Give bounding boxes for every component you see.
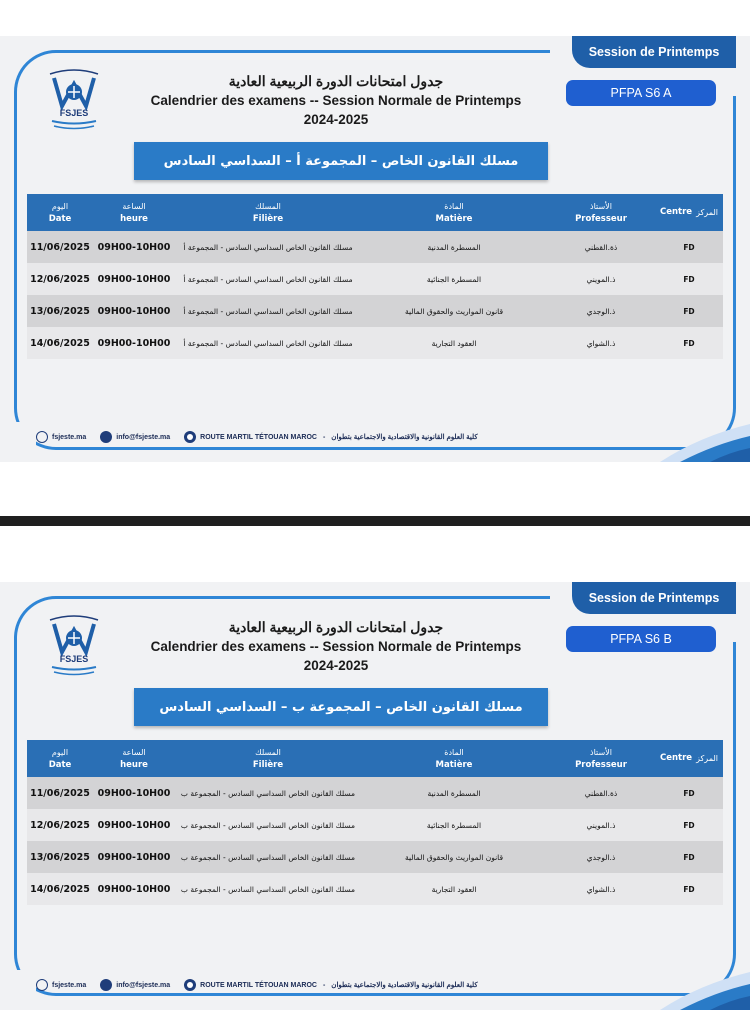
cell-hour: 09H00-10H00 (97, 883, 171, 895)
cell-date: 11/06/2025 (30, 787, 90, 799)
cell-filiere: مسلك القانون الخاص السداسي السادس - المجموعة أ (183, 274, 353, 284)
program-banner: مسلك القانون الخاص – المجموعة أ – السداسي السادس (134, 142, 548, 180)
schedule-slide-b (0, 582, 750, 1010)
cell-matiere: المسطرة المدنية (427, 242, 481, 252)
globe-icon (36, 979, 48, 991)
table-row (27, 263, 723, 295)
cell-date: 13/06/2025 (30, 305, 90, 317)
table-body (27, 777, 723, 905)
title-arabic: جدول امتحانات الدورة الربيعية العادية (228, 73, 444, 89)
cell-matiere: العقود التجارية (431, 338, 477, 348)
col-centre: Centre المركز (660, 207, 718, 217)
cell-hour: 09H00-10H00 (97, 787, 171, 799)
col-matiere: المادة Matière (435, 747, 473, 770)
col-matiere: المادة Matière (435, 201, 473, 224)
col-professeur: الأستاذ Professeur (575, 201, 627, 224)
table-row (27, 295, 723, 327)
cell-professeur: ذ.الوجدي (586, 852, 616, 862)
session-tab: Session de Printemps (572, 582, 736, 614)
cell-date: 11/06/2025 (30, 241, 90, 253)
cell-filiere: مسلك القانون الخاص السداسي السادس - المجموعة ب (180, 852, 356, 862)
cell-professeur: ذ.الشواي (586, 338, 616, 348)
table-header (27, 194, 723, 231)
email-icon (100, 431, 112, 443)
cell-hour: 09H00-10H00 (97, 305, 171, 317)
title-french: Calendrier des examens -- Session Normale de Printemps (150, 93, 522, 108)
title-block (136, 618, 536, 676)
cell-centre: FD (683, 306, 695, 316)
col-date: اليوم Date (48, 747, 72, 770)
cell-hour: 09H00-10H00 (97, 241, 171, 253)
globe-icon (36, 431, 48, 443)
cell-filiere: مسلك القانون الخاص السداسي السادس - المجموعة أ (183, 338, 353, 348)
cell-hour: 09H00-10H00 (97, 851, 171, 863)
table-header (27, 740, 723, 777)
academic-year: 2024-2025 (303, 112, 369, 127)
cell-professeur: ذ.المويني (586, 820, 616, 830)
logo-text: FSJES (59, 654, 89, 664)
cell-matiere: المسطرة المدنية (427, 788, 481, 798)
footer-address: ROUTE MARTIL TÉTOUAN MAROC (200, 981, 317, 989)
page-divider (0, 516, 750, 526)
table-row (27, 327, 723, 359)
cell-hour: 09H00-10H00 (97, 273, 171, 285)
footer-faculty: كلية العلوم القانونية والاقتصادية والاجتماعية بتطوان (331, 434, 478, 441)
schedule-slide-a (0, 36, 750, 462)
cell-date: 14/06/2025 (30, 883, 90, 895)
faculty-logo (44, 612, 104, 678)
group-badge: PFPA S6 A (566, 80, 716, 106)
table-row (27, 809, 723, 841)
footer-faculty: كلية العلوم القانونية والاقتصادية والاجتماعية بتطوان (331, 982, 478, 989)
col-professeur: الأستاذ Professeur (575, 747, 627, 770)
cell-hour: 09H00-10H00 (97, 337, 171, 349)
col-date: اليوم Date (48, 201, 72, 224)
program-banner: مسلك القانون الخاص – المجموعة ب – السداسي السادس (134, 688, 548, 726)
footer-email: info@fsjeste.ma (116, 981, 171, 989)
footer-address: ROUTE MARTIL TÉTOUAN MAROC (200, 433, 317, 441)
cell-date: 13/06/2025 (30, 851, 90, 863)
cell-professeur: ذ.المويني (586, 274, 616, 284)
table-row (27, 841, 723, 873)
location-icon (184, 431, 196, 443)
col-centre: Centre المركز (660, 753, 718, 763)
faculty-logo (44, 66, 104, 132)
cell-date: 14/06/2025 (30, 337, 90, 349)
session-tab: Session de Printemps (572, 36, 736, 68)
cell-professeur: ذة.القطني (584, 242, 618, 252)
cell-centre: FD (683, 852, 695, 862)
cell-date: 12/06/2025 (30, 273, 90, 285)
cell-filiere: مسلك القانون الخاص السداسي السادس - المجموعة ب (180, 884, 356, 894)
cell-professeur: ذة.القطني (584, 788, 618, 798)
col-filiere: المسلك Filière (252, 747, 284, 770)
corner-swoosh (660, 964, 750, 1010)
corner-swoosh (660, 416, 750, 462)
cell-date: 12/06/2025 (30, 819, 90, 831)
col-filiere: المسلك Filière (252, 201, 284, 224)
table-body (27, 231, 723, 359)
table-row (27, 777, 723, 809)
academic-year: 2024-2025 (303, 658, 369, 673)
exam-table (27, 194, 723, 359)
footer-separator: - (322, 981, 326, 989)
footer-email: info@fsjeste.ma (116, 433, 171, 441)
cell-professeur: ذ.الوجدي (586, 306, 616, 316)
cell-filiere: مسلك القانون الخاص السداسي السادس - المجموعة أ (183, 306, 353, 316)
title-block (136, 72, 536, 130)
cell-centre: FD (683, 242, 695, 252)
footer-website: fsjeste.ma (52, 433, 87, 441)
cell-matiere: المسطرة الجنائية (426, 274, 482, 284)
col-hour: الساعة heure (120, 201, 148, 224)
cell-matiere: قانون المواريث والحقوق المالية (404, 306, 504, 316)
table-row (27, 873, 723, 905)
cell-filiere: مسلك القانون الخاص السداسي السادس - المجموعة أ (183, 242, 353, 252)
cell-hour: 09H00-10H00 (97, 819, 171, 831)
location-icon (184, 979, 196, 991)
cell-centre: FD (683, 274, 695, 284)
footer-separator: - (322, 433, 326, 441)
cell-matiere: قانون المواريث والحقوق المالية (404, 852, 504, 862)
title-arabic: جدول امتحانات الدورة الربيعية العادية (228, 619, 444, 635)
footer (36, 978, 576, 992)
cell-matiere: العقود التجارية (431, 884, 477, 894)
footer-website: fsjeste.ma (52, 981, 87, 989)
logo-text: FSJES (59, 108, 89, 118)
cell-centre: FD (683, 820, 695, 830)
cell-centre: FD (683, 788, 695, 798)
group-badge: PFPA S6 B (566, 626, 716, 652)
cell-centre: FD (683, 884, 695, 894)
exam-table (27, 740, 723, 905)
cell-matiere: المسطرة الجنائية (426, 820, 482, 830)
cell-centre: FD (683, 338, 695, 348)
cell-professeur: ذ.الشواي (586, 884, 616, 894)
table-row (27, 231, 723, 263)
title-french: Calendrier des examens -- Session Normale de Printemps (150, 639, 522, 654)
footer (36, 430, 576, 444)
email-icon (100, 979, 112, 991)
col-hour: الساعة heure (120, 747, 148, 770)
cell-filiere: مسلك القانون الخاص السداسي السادس - المجموعة ب (180, 820, 356, 830)
cell-filiere: مسلك القانون الخاص السداسي السادس - المجموعة ب (180, 788, 356, 798)
